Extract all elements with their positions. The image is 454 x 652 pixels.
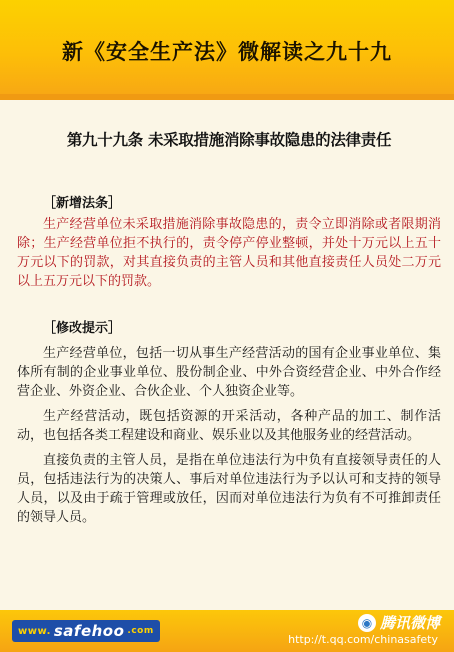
tips-heading: ［修改提示］ xyxy=(43,321,122,336)
banner-title: 新《安全生产法》微解读之九十九 xyxy=(62,39,392,64)
weibo-label: 腾讯微博 xyxy=(379,614,440,632)
footer-bar xyxy=(0,610,454,652)
weibo-icon: ◉ xyxy=(358,614,376,632)
tips-paragraph-2: 生产经营活动，既包括资源的开采活动，各种产品的加工、制作活动，也包括各类工程建设和商业、娱乐业以及其他服务业的经营活动。 xyxy=(17,409,441,443)
article-content xyxy=(17,128,441,527)
logo-suffix: .com xyxy=(127,626,154,636)
logo-text: safehoo xyxy=(53,622,125,640)
header-banner xyxy=(0,0,454,100)
article-title: 第九十九条 未采取措施消除事故隐患的法律责任 xyxy=(66,131,392,149)
safehoo-logo[interactable] xyxy=(12,620,160,642)
tencent-weibo-link[interactable] xyxy=(358,612,440,633)
weibo-url[interactable]: http://t.qq.com/chinasafety xyxy=(288,633,438,646)
new-clause-text: 生产经营单位未采取措施消除事故隐患的，责令立即消除或者限期消除；生产经营单位拒不执行的，责令停产停业整顿，并处十万元以上五十万元以下的罚款，对其直接负责的主管人员和其他直接责任人员处二万元以上五万元以下的罚款。 xyxy=(17,217,441,289)
logo-prefix: www. xyxy=(18,625,51,637)
new-clause-heading: ［新增法条］ xyxy=(43,196,122,211)
tips-paragraph-3: 直接负责的主管人员，是指在单位违法行为中负有直接领导责任的人员，包括违法行为的决策人、事后对单位违法行为予以认可和支持的领导人员，以及由于疏于管理或放任，因而对单位违法行为负有不可推卸责任的领导人员。 xyxy=(17,453,441,525)
tips-paragraph-1: 生产经营单位，包括一切从事生产经营活动的国有企业事业单位、集体所有制的企业事业单位、股份制企业、中外合资经营企业、中外合作经营企业、外资企业、合伙企业、个人独资企业等。 xyxy=(17,346,441,399)
